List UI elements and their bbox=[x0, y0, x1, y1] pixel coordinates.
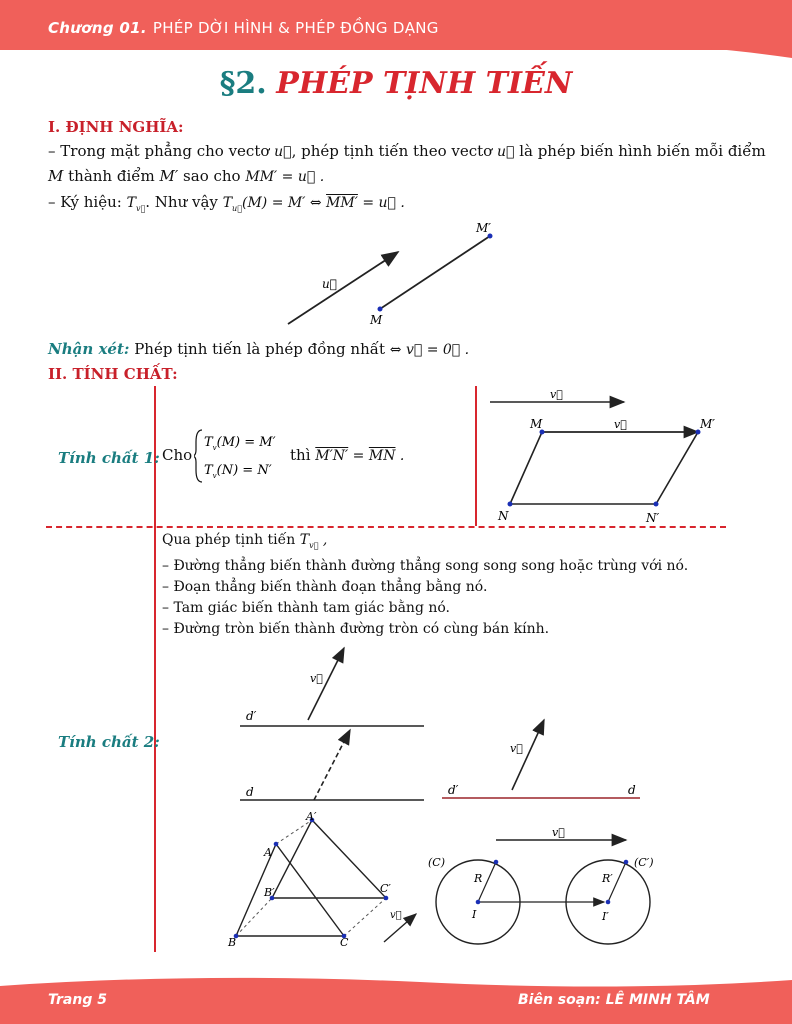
svg-text:M: M bbox=[370, 313, 383, 327]
remark-line: Nhận xét: Phép tịnh tiến là phép đồng nhất ⇔ v⃗ = 0⃗ . bbox=[48, 340, 470, 358]
property-1-cho: Cho bbox=[162, 446, 193, 464]
svg-text:N: N bbox=[498, 509, 509, 523]
svg-text:v⃗: v⃗ bbox=[390, 910, 402, 921]
property-2-item: – Đường tròn biến thành đường tròn có cùng bán kính. bbox=[162, 621, 550, 637]
svg-text:N′: N′ bbox=[646, 511, 660, 525]
svg-text:B: B bbox=[228, 936, 237, 949]
definition-heading: I. ĐỊNH NGHĨA: bbox=[48, 118, 184, 136]
svg-text:d: d bbox=[246, 785, 254, 799]
svg-text:C′: C′ bbox=[380, 882, 391, 895]
svg-text:I: I bbox=[472, 908, 477, 921]
svg-text:A′: A′ bbox=[306, 810, 317, 823]
vector-u: u⃗ bbox=[274, 144, 292, 160]
footer-page-number: Trang 5 bbox=[48, 992, 107, 1008]
table-divider-left bbox=[154, 386, 156, 952]
svg-text:Tv(N) = N′: $T_v(N) = N'$ bbox=[204, 463, 272, 480]
svg-text:M′: M′ bbox=[476, 221, 492, 235]
definition-figure bbox=[270, 218, 510, 330]
svg-text:R: R bbox=[474, 872, 483, 885]
chapter-label: Chương 01. bbox=[48, 19, 147, 37]
vector-u: u⃗ bbox=[496, 144, 515, 160]
svg-text:M′: M′ bbox=[700, 417, 716, 431]
svg-text:v⃗: v⃗ bbox=[510, 742, 523, 755]
property-2-item: – Tam giác biến thành tam giác bằng nó. bbox=[162, 600, 451, 616]
svg-text:C: C bbox=[340, 936, 349, 949]
property-2-item: – Đường thẳng biến thành đường thẳng song song song hoặc trùng với nó. bbox=[162, 558, 689, 574]
svg-text:R′: R′ bbox=[602, 872, 613, 885]
footer-author: Biên soạn: LÊ MINH TÂM bbox=[518, 992, 710, 1008]
svg-text:d′: d′ bbox=[448, 783, 459, 797]
property-1-label: Tính chất 1: bbox=[58, 449, 160, 467]
section-number: §2. bbox=[219, 66, 267, 101]
header-title bbox=[48, 19, 439, 37]
definition-line-2: M thành điểm M′ sao cho MM′ = u⃗ . bbox=[48, 167, 325, 185]
svg-text:v⃗: v⃗ bbox=[310, 672, 323, 685]
table-row-separator bbox=[46, 526, 726, 528]
definition-line-3: – Ký hiệu: $T_{v⃗}$. Như vậy $T_{u⃗}(M) = M'$ ⇔ MM′ = u⃗ . bbox=[48, 193, 405, 213]
property-2-label: Tính chất 2: bbox=[58, 733, 160, 751]
property-1-figure bbox=[484, 386, 724, 526]
chapter-title: PHÉP DỜI HÌNH & PHÉP ĐỒNG DẠNG bbox=[152, 19, 439, 37]
svg-text:v⃗: v⃗ bbox=[614, 418, 627, 431]
definition-line-1: – Trong mặt phẳng cho vectơ u⃗, phép tịnh tiến theo vectơ u⃗ là phép biến hình biến mỗi điểm bbox=[48, 142, 766, 160]
translation-formula: $T_{u⃗}(M) = M'$ ⇔ MM′ = u⃗ . bbox=[222, 195, 405, 213]
remark-label: Nhận xét: bbox=[48, 340, 130, 358]
svg-text:A: A bbox=[264, 846, 272, 859]
svg-text:d′: d′ bbox=[246, 709, 257, 723]
svg-text:M: M bbox=[530, 417, 543, 431]
svg-text:I′: I′ bbox=[602, 910, 609, 923]
vector-equation: MM′ = u⃗ . bbox=[245, 169, 325, 185]
svg-text:B′: B′ bbox=[264, 886, 275, 899]
segment-mm-prime bbox=[380, 236, 490, 309]
svg-text:u⃗: u⃗ bbox=[322, 277, 337, 291]
section-name: PHÉP TỊNH TIẾN bbox=[276, 66, 573, 101]
property-2-intro: Qua phép tịnh tiến $T_{v⃗}$ , bbox=[162, 532, 328, 550]
property-1-system bbox=[194, 428, 294, 484]
property-1-equation: $M'N' = \overline{MN}$ . bbox=[315, 448, 405, 464]
property-2-item: – Đoạn thẳng biến thành đoạn thẳng bằng nó. bbox=[162, 579, 488, 595]
point-m bbox=[378, 307, 383, 312]
svg-text:v⃗: v⃗ bbox=[552, 826, 565, 839]
properties-heading: II. TÍNH CHẤT: bbox=[48, 365, 178, 383]
svg-text:Tv(M) = M′: $T_v(M) = M'$ bbox=[204, 435, 276, 452]
svg-text:(C′): (C′) bbox=[634, 856, 654, 869]
svg-text:v⃗: v⃗ bbox=[550, 388, 563, 401]
section-title bbox=[0, 66, 792, 101]
property-2-figures bbox=[160, 640, 760, 956]
svg-text:(C): (C) bbox=[428, 856, 445, 869]
property-1-thi: thì $M'N' = \overline{MN}$ . bbox=[290, 446, 405, 464]
svg-text:d: d bbox=[628, 783, 636, 797]
table-divider-right bbox=[475, 386, 477, 526]
